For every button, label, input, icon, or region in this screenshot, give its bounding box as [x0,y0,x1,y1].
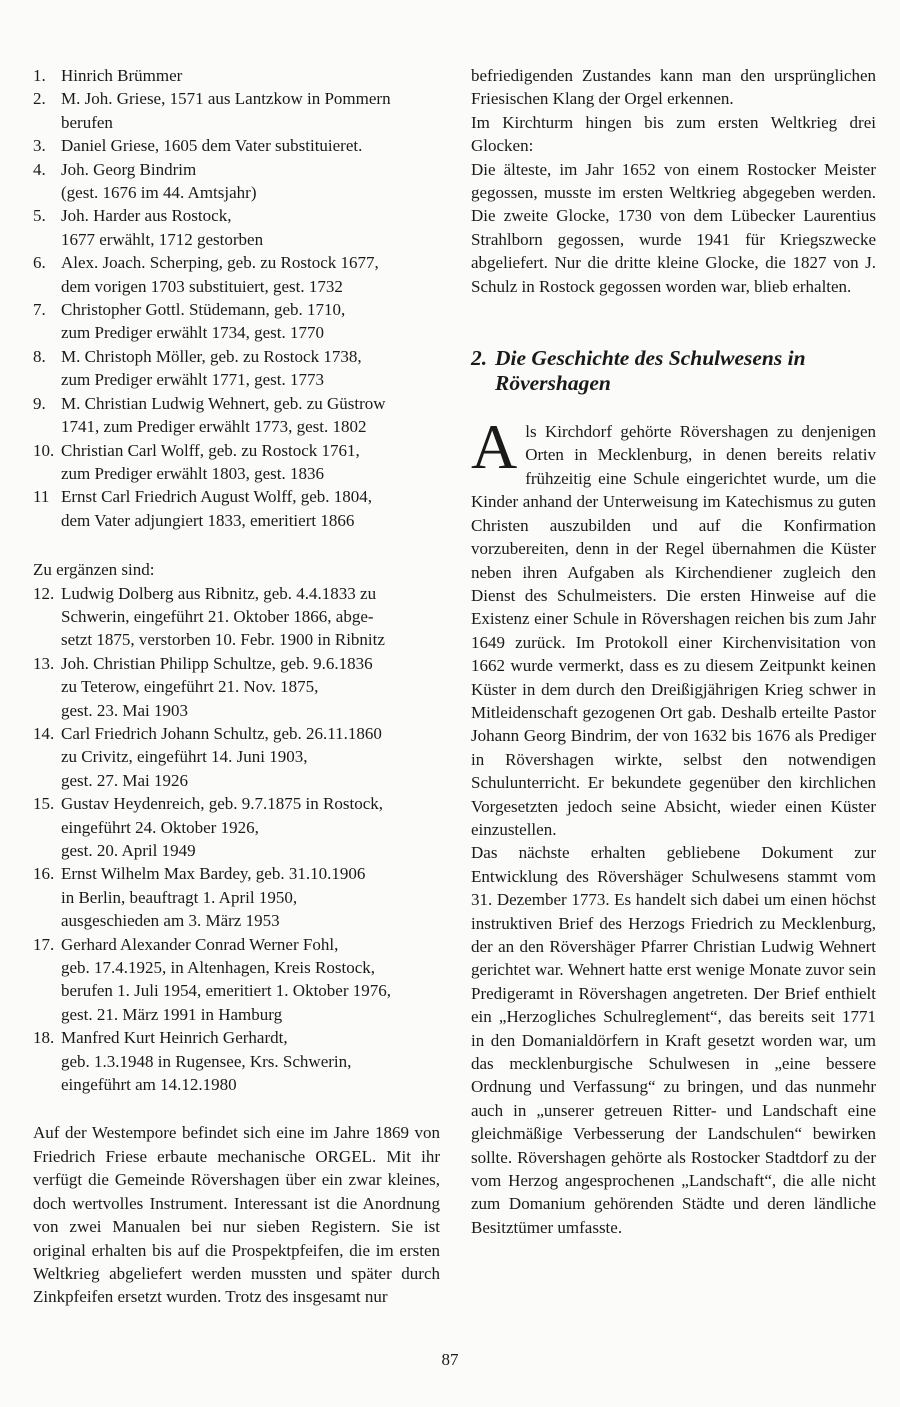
list-item-text: Hinrich Brümmer [61,66,183,85]
list-item-text: Christian Carl Wolff, geb. zu Rostock 1761, zum Prediger erwählt 1803, gest. 1836 [61,440,360,483]
organ-paragraph: Auf der Westempore befindet sich eine im Jahre 1869 von Friedrich Friese erbaute mechanische ORGEL. Mit ihr verfügt die Gemeinde Rövershagen über ein zwar kleines, doch wertvolles Instrument. Interessant ist die Anordnung von zwei Manualen bei nur sieben Registern. Sie ist original erhalten bis auf die Prospektpfeifen, die im ersten Weltkrieg abgeliefert werden mussten und später durch Zinkpfeifen ersetzt wurden. Trotz des insgesamt nur [33,1123,440,1307]
list-item-number: 6. [33,253,46,273]
list-item-text: Daniel Griese, 1605 dem Vater substituieret. [61,136,363,156]
pastor-list-initial [33,64,440,532]
list-item-number: 17. [33,934,55,954]
drop-cap: A [471,411,518,483]
list-item-text: Ludwig Dolberg aus Ribnitz, geb. 4.4.1833 zu Schwerin, eingeführt 21. Oktober 1866, abge- setzt 1875, verstorben 10. Febr. 1900 in Ribnitz [61,583,385,650]
section-title: Die Geschichte des Schulwesens in Rövershagen [495,346,806,396]
list-item-number: 15. [33,794,55,814]
list-item-text: Christopher Gottl. Stüdemann, geb. 1710, zum Prediger erwählt 1734, gest. 1770 [61,300,346,343]
school-paragraph-1 [471,411,876,841]
list-item-text: Carl Friedrich Johann Schultz, geb. 26.11.1860 zu Crivitz, eingeführt 14. Juni 1903, gest. 27. Mai 1926 [61,723,382,790]
list-item-number: 10. [33,440,55,460]
list-item-number: 9. [33,393,46,413]
list-item-number: 7. [33,300,46,320]
list-item-number: 13. [33,653,55,673]
right-column [471,64,876,1239]
bells-paragraph: Die älteste, im Jahr 1652 von einem Rostocker Meister gegossen, musste im ersten Weltkrieg abgegeben werden. Die zweite Glocke, 1730 von dem Lübecker Laurentius Strahlborn gegossen, wurde 1941 für Kriegszwecke abgeliefert. Nur die dritte kleine Glocke, die 1827 von J. Schulz in Rostock gegossen worden war, blieb erhalten. [471,159,876,296]
school-paragraph-1-text: ls Kirchdorf gehörte Rövershagen zu denjenigen Orten in Mecklenburg, in denen bereits relativ frühzeitig eine Schule eingerichtet wurde, um die Kinder anhand der Unterweisung im Katechismus zu guten Christen auszubilden und auf die Konfirmation vorzubereiten, denn in der Regel übernahmen die Küster neben ihren Aufgaben als Kirchendiener zugleich den Dienst des Schulmeisters. Die ersten Hinweise auf die Existenz einer Schule in Rövershagen reichen bis zum Jahr 1649 zurück. Im Protokoll einer Kirchenvisitation von 1662 wurde vermerkt, dass es zu diesem Zeitpunkt keinen Küster in dem durch den Dreißigjährigen Krieg schwer in Mitleidenschaft gezogenen Ort gab. Deshalb erteilte Pastor Johann Georg Bindrim, der von 1632 bis 1676 als Prediger in Rövershagen wirkte, selbst den notwendigen Schulunterricht. Er bekundete gegenüber den kirchlichen Vorgesetzten jedoch seine Absicht, wieder einen Küster einzustellen. [471,422,876,839]
list-item-number: 2. [33,89,46,109]
pastor-list-item [33,722,440,792]
section-heading [471,346,876,396]
list-item-text: M. Joh. Griese, 1571 aus Lantzkow in Pommern berufen [61,89,391,132]
list-item-text: M. Christoph Möller, geb. zu Rostock 1738, zum Prediger erwählt 1771, gest. 1773 [61,346,362,390]
list-item-number: 14. [33,723,55,743]
list-item-number: 3. [33,136,46,156]
left-column [33,64,440,1309]
pastor-list-item [33,64,440,87]
list-item-text: Ernst Wilhelm Max Bardey, geb. 31.10.1906 in Berlin, beauftragt 1. April 1950, ausgeschieden am 3. März 1953 [61,864,366,931]
list-item-text: Gustav Heydenreich, geb. 9.7.1875 in Rostock, eingeführt 24. Oktober 1926, gest. 20. April 1949 [61,794,383,860]
school-paragraph-2: Das nächste erhalten gebliebene Dokument zur Entwicklung des Rövershäger Schulwesens stammt vom 31. Dezember 1773. Es handelt sich dabei um einen höchst instruktiven Brief des Herzogs Friedrich zu Mecklenburg, der an den Rövershäger Pfarrer Christian Ludwig Wehnert gerichtet war. Wehnert hatte erst wenige Monate zuvor sein Predigeramt in Rövershagen angetreten. Der Brief enthielt ein „Herzogliches Schulreglement“, das bereits seit 1771 in den Domanialdörfern in Kraft gesetzt worden war, um das mecklenburgische Schulwesen in „eine bessere Ordnung und Verfassung“ zu bringen, und das nunmehr auch in „unserer getreuen Ritter- und Landschaft eine gleichmäßige Verbesserung der Landschulen“ bewirken sollte. Rövershagen gehörte als Rostocker Stadtdorf zu der vom Herzog angesprochenen „Landschaft“, die alle nicht zum Domanium gehörenden Städte und deren ländliche Besitztümer umfasste. [471,843,876,1237]
pastor-list-item [33,158,440,205]
list-item-number: 5. [33,206,46,226]
pastor-list-item [33,1026,440,1096]
list-item-number: 16. [33,864,55,884]
page-number: 87 [441,1350,459,1369]
pastor-list-item [33,251,440,298]
pastor-list-item [33,134,440,157]
pastor-list-supplement [33,582,440,1097]
section-number: 2. [471,346,488,371]
supplement-intro: Zu ergänzen sind: [33,560,155,580]
pastor-list-item [33,862,440,932]
list-item-number: 12. [33,583,55,603]
pastor-list-item [33,204,440,251]
pastor-list-item [33,933,440,1027]
list-item-number: 18. [33,1028,55,1048]
list-item-number: 11 [33,487,50,507]
list-item-number: 1. [33,66,46,85]
pastor-list-item [33,485,440,532]
list-item-number: 8. [33,346,46,366]
list-item-text: Ernst Carl Friedrich August Wolff, geb. 1804, dem Vater adjungiert 1833, emeritiert 1866 [61,487,373,530]
pastor-list-item [33,652,440,722]
organ-continuation-paragraph: befriedigenden Zustandes kann man den ursprünglichen Friesischen Klang der Orgel erkennen. [471,66,876,109]
list-item-text: Alex. Joach. Scherping, geb. zu Rostock 1677, dem vorigen 1703 substituiert, gest. 1732 [61,253,379,296]
pastor-list-item [33,298,440,345]
bells-intro: Im Kirchturm hingen bis zum ersten Weltkrieg drei Glocken: [471,112,876,156]
list-item-number: 4. [33,159,46,179]
pastor-list-item [33,345,440,392]
list-item-text: Gerhard Alexander Conrad Werner Fohl, geb. 17.4.1925, in Altenhagen, Kreis Rostock, berufen 1. Juli 1954, emeritiert 1. Oktober 1976, gest. 21. März 1991 in Hamburg [61,934,392,1024]
pastor-list-item [33,582,440,652]
list-item-text: Manfred Kurt Heinrich Gerhardt, geb. 1.3.1948 in Rugensee, Krs. Schwerin, eingeführt am 14.12.1980 [61,1028,352,1095]
pastor-list-item [33,792,440,862]
list-item-text: Joh. Harder aus Rostock, 1677 erwählt, 1712 gestorben [61,206,264,249]
list-item-text: M. Christian Ludwig Wehnert, geb. zu Güstrow 1741, zum Prediger erwählt 1773, gest. 1802 [61,393,386,437]
pastor-list-item [33,87,440,134]
list-item-text: Joh. Georg Bindrim (gest. 1676 im 44. Amtsjahr) [61,159,257,203]
list-item-text: Joh. Christian Philipp Schultze, geb. 9.6.1836 zu Teterow, eingeführt 21. Nov. 1875, gest. 23. Mai 1903 [61,653,373,720]
pastor-list-item [33,392,440,439]
pastor-list-item [33,439,440,486]
